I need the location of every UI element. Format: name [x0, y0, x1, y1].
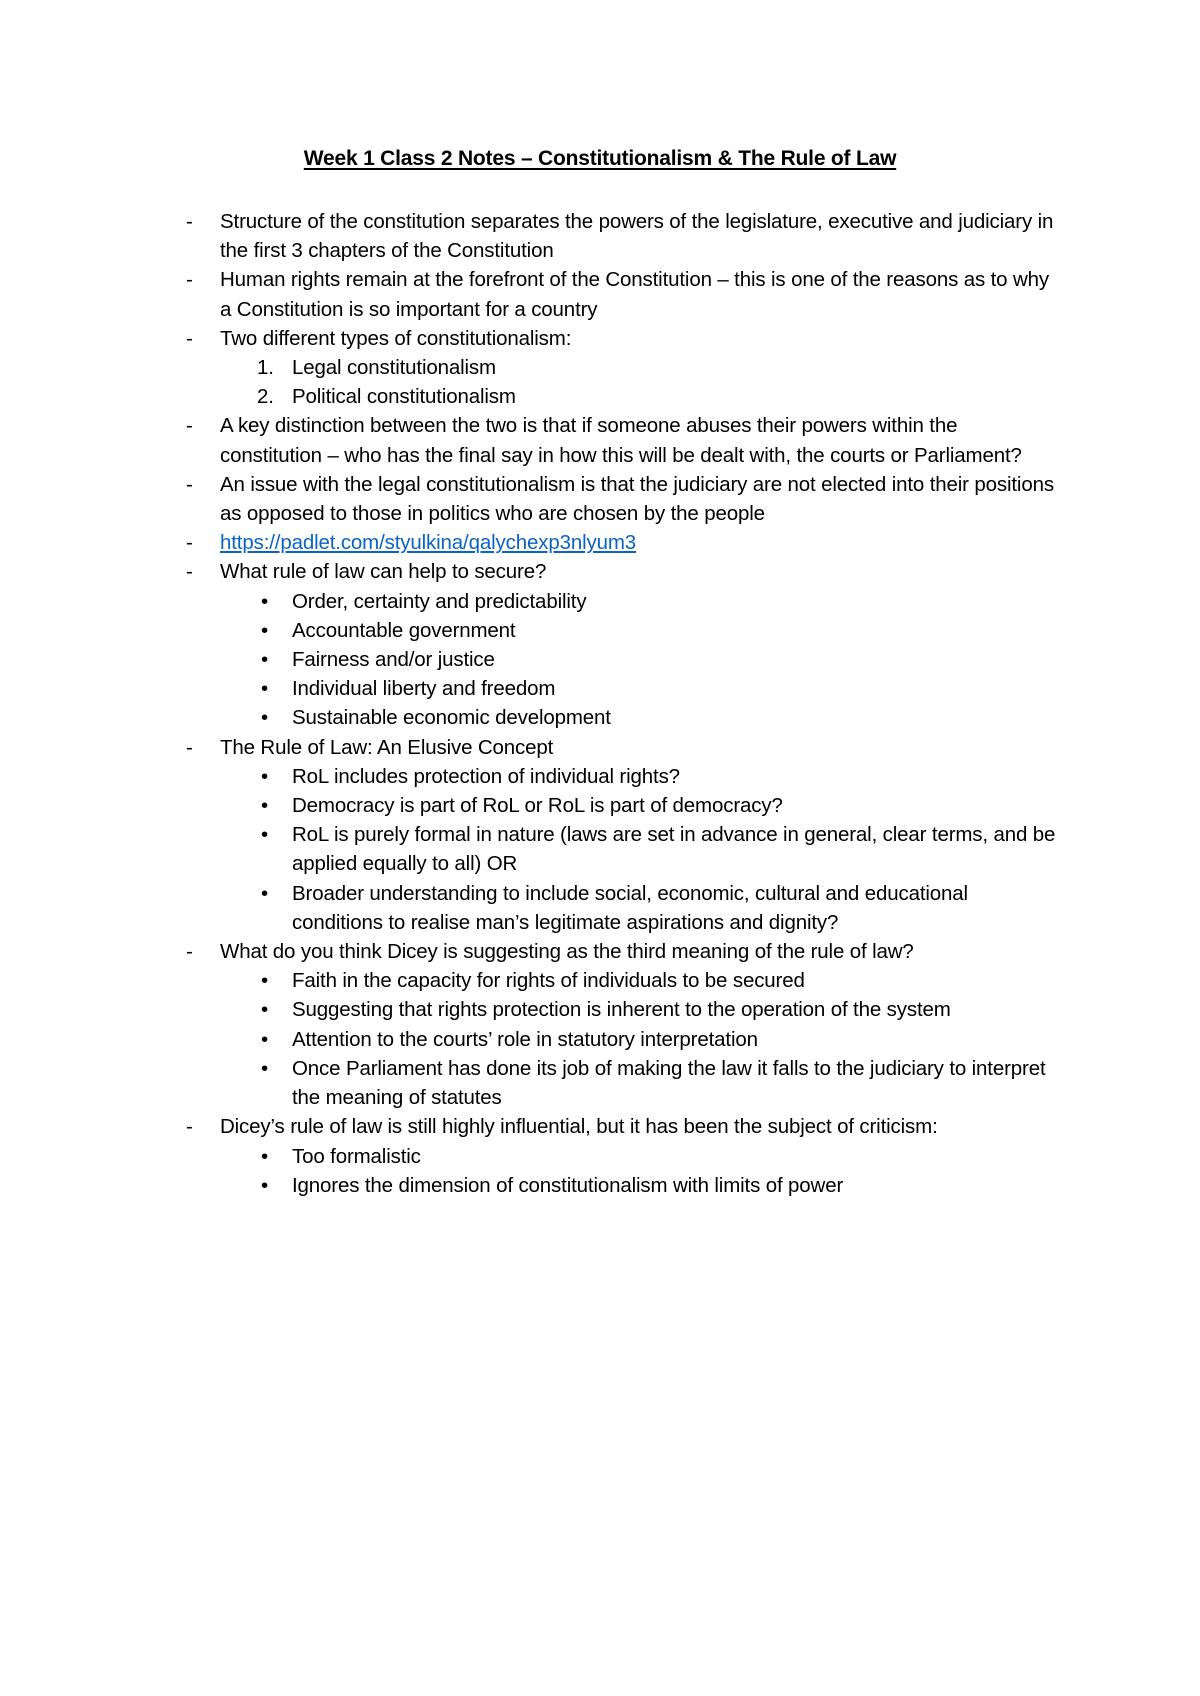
bullet-item: [180, 820, 1060, 878]
bullet-item-text: Faith in the capacity for rights of individuals to be secured: [292, 969, 805, 993]
bullet-item-text: Once Parliament has done its job of making the law it falls to the judiciary to interpret the meaning of statutes: [292, 1056, 1046, 1110]
number-marker: 1.: [257, 356, 274, 380]
bullet-dot-icon: •: [261, 1056, 269, 1080]
bullet-dot-icon: •: [261, 881, 269, 905]
page-title: Week 1 Class 2 Notes – Constitutionalism & The Rule of Law: [303, 147, 897, 170]
number-marker: 2.: [257, 385, 274, 409]
dash-marker: -: [186, 735, 193, 759]
bullet-item-text: RoL includes protection of individual rights?: [292, 764, 680, 788]
bullet-item: [180, 703, 1060, 732]
bullet-item: [180, 995, 1060, 1024]
dash-marker: -: [186, 268, 193, 292]
bullet-item: [180, 1054, 1060, 1112]
bullet-item: [180, 1171, 1060, 1200]
bullet-item: [180, 645, 1060, 674]
list-item-text: The Rule of Law: An Elusive Concept: [220, 735, 554, 759]
list-item: [180, 733, 1060, 762]
bullet-dot-icon: •: [261, 1144, 269, 1168]
bullet-item: [180, 1025, 1060, 1054]
bullet-item-text: Attention to the courts’ role in statutory interpretation: [292, 1027, 758, 1051]
bullet-dot-icon: •: [261, 1027, 269, 1051]
list-item-text: Two different types of constitutionalism:: [220, 326, 572, 350]
bullet-item-text: Individual liberty and freedom: [292, 677, 556, 701]
list-item-text: Dicey’s rule of law is still highly influential, but it has been the subject of criticism:: [220, 1115, 938, 1139]
bullet-item: [180, 587, 1060, 616]
bullet-dot-icon: •: [261, 1173, 269, 1197]
padlet-link[interactable]: https://padlet.com/styulkina/qalychexp3nlyum3: [220, 531, 637, 555]
dash-marker: -: [186, 940, 193, 964]
bullet-item-text: Fairness and/or justice: [292, 648, 495, 672]
bullet-dot-icon: •: [261, 998, 269, 1022]
numbered-item-text: Legal constitutionalism: [292, 356, 496, 380]
bullet-dot-icon: •: [261, 677, 269, 701]
dash-marker: -: [186, 414, 193, 438]
list-item: [180, 265, 1060, 323]
list-item: [180, 207, 1060, 265]
bullet-dot-icon: •: [261, 764, 269, 788]
bullet-dot-icon: •: [261, 823, 269, 847]
bullet-item-text: Ignores the dimension of constitutionalism with limits of power: [292, 1173, 844, 1197]
bullet-item-text: Order, certainty and predictability: [292, 589, 587, 613]
list-item-text: Human rights remain at the forefront of the Constitution – this is one of the reasons as to why a Constitution is so important for a country: [220, 268, 1049, 321]
list-item: [180, 324, 1060, 353]
bullet-item-text: Sustainable economic development: [292, 706, 611, 730]
bullet-dot-icon: •: [261, 794, 269, 818]
numbered-item-text: Political constitutionalism: [292, 385, 516, 409]
dash-marker: -: [186, 560, 193, 584]
bullet-item-text: RoL is purely formal in nature (laws are set in advance in general, clear terms, and be applied equally to all) OR: [292, 823, 1056, 876]
link-list-item: [180, 528, 1060, 557]
numbered-item: [180, 353, 1060, 382]
bullet-item: [180, 1142, 1060, 1171]
numbered-item: [180, 382, 1060, 411]
list-item: [180, 557, 1060, 586]
bullet-item-text: Too formalistic: [292, 1144, 421, 1168]
bullet-dot-icon: •: [261, 969, 269, 993]
list-item-text: What do you think Dicey is suggesting as the third meaning of the rule of law?: [220, 940, 914, 964]
dash-marker: -: [186, 1115, 193, 1139]
dash-marker: -: [186, 472, 193, 496]
dash-marker: -: [186, 326, 193, 350]
bullet-dot-icon: •: [261, 589, 269, 613]
bullet-dot-icon: •: [261, 706, 269, 730]
bullet-item-text: Accountable government: [292, 618, 516, 642]
bullet-item-text: Democracy is part of RoL or RoL is part of democracy?: [292, 794, 783, 818]
bullet-item: [180, 966, 1060, 995]
list-item: [180, 937, 1060, 966]
notes-list: [180, 207, 1060, 1200]
list-item: [180, 411, 1060, 469]
bullet-dot-icon: •: [261, 648, 269, 672]
bullet-item: [180, 762, 1060, 791]
list-item-text: A key distinction between the two is that if someone abuses their powers within the constitution – who has the final say in how this will be dealt with, the courts or Parliament?: [220, 414, 1022, 467]
bullet-item: [180, 616, 1060, 645]
list-item: [180, 1112, 1060, 1141]
list-item: [180, 470, 1060, 528]
list-item-text: An issue with the legal constitutionalism is that the judiciary are not elected into their positions as opposed to those in politics who are chosen by the people: [220, 472, 1054, 526]
bullet-item: [180, 879, 1060, 937]
dash-marker: -: [186, 531, 193, 555]
bullet-item-text: Broader understanding to include social, economic, cultural and educational conditions to realise man’s legitimate aspirations and dignity?: [292, 881, 968, 934]
bullet-dot-icon: •: [261, 618, 269, 642]
list-item-text: What rule of law can help to secure?: [220, 560, 547, 584]
bullet-item-text: Suggesting that rights protection is inherent to the operation of the system: [292, 998, 951, 1022]
bullet-item: [180, 791, 1060, 820]
list-item-text: Structure of the constitution separates the powers of the legislature, executive and judiciary in the first 3 chapters of the Constitution: [220, 210, 1054, 263]
bullet-item: [180, 674, 1060, 703]
dash-marker: -: [186, 210, 193, 233]
